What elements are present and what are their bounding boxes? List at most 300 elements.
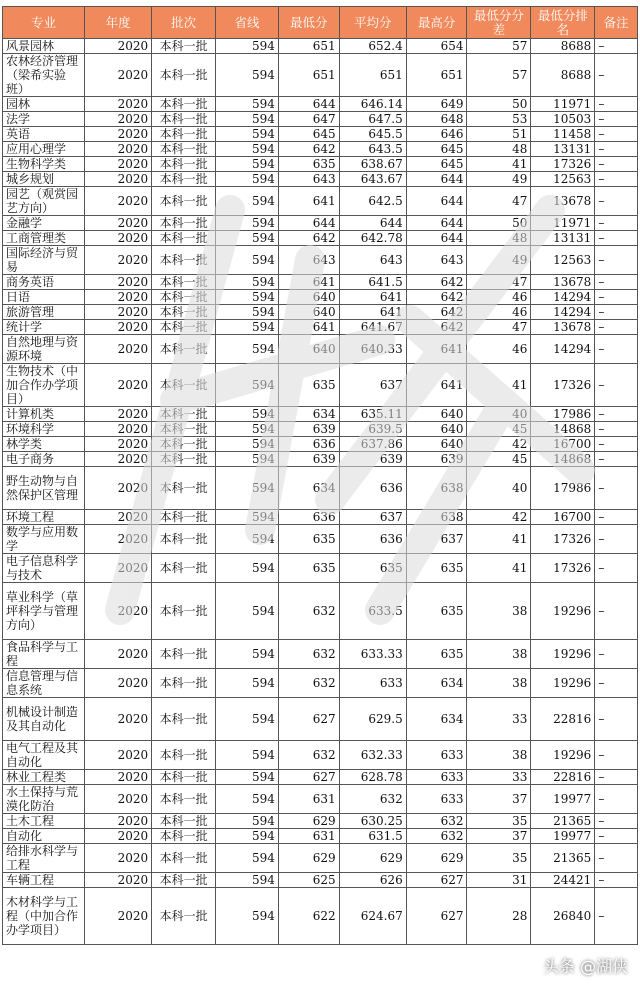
table-cell: 17986 (531, 407, 595, 422)
table-cell: 642 (406, 320, 467, 335)
major-name-cell: 环境工程 (3, 510, 85, 525)
table-cell: 594 (216, 275, 279, 290)
table-cell: 22816 (531, 770, 595, 785)
table-cell: 2020 (85, 216, 152, 231)
table-cell: 本科一批 (152, 467, 216, 510)
table-cell: 37 (467, 785, 531, 814)
table-cell: – (595, 873, 638, 888)
table-row (3, 640, 638, 669)
table-cell: 594 (216, 112, 279, 127)
table-cell: 638 (406, 467, 467, 510)
table-cell: 13678 (531, 275, 595, 290)
table-cell: 28 (467, 888, 531, 945)
major-name-cell: 法学 (3, 112, 85, 127)
table-row (3, 467, 638, 510)
major-name-cell: 水土保持与荒漠化防治 (3, 785, 85, 814)
table-cell: 42 (467, 437, 531, 452)
table-cell: 17326 (531, 364, 595, 407)
table-cell: 641 (339, 290, 406, 305)
table-cell: 本科一批 (152, 814, 216, 829)
table-cell: 21365 (531, 814, 595, 829)
table-cell: 本科一批 (152, 290, 216, 305)
table-cell: 本科一批 (152, 525, 216, 554)
table-cell: 594 (216, 246, 279, 275)
table-cell: – (595, 814, 638, 829)
table-row (3, 888, 638, 945)
table-cell: 本科一批 (152, 112, 216, 127)
table-cell: 594 (216, 54, 279, 97)
table-cell: 630.25 (339, 814, 406, 829)
table-cell: – (595, 510, 638, 525)
table-cell: 2020 (85, 172, 152, 187)
major-name-cell: 林学类 (3, 437, 85, 452)
table-row (3, 97, 638, 112)
table-cell: 625 (278, 873, 339, 888)
table-cell: 2020 (85, 407, 152, 422)
table-cell: 641 (339, 305, 406, 320)
major-name-cell: 自动化 (3, 829, 85, 844)
table-cell: 594 (216, 452, 279, 467)
table-row (3, 335, 638, 364)
table-cell: 644 (406, 187, 467, 216)
table-cell: 49 (467, 172, 531, 187)
table-cell: 652.4 (339, 39, 406, 54)
major-name-cell: 金融学 (3, 216, 85, 231)
table-cell: 636 (339, 525, 406, 554)
table-cell: 594 (216, 142, 279, 157)
table-cell: 2020 (85, 829, 152, 844)
table-cell: 594 (216, 770, 279, 785)
table-cell: 19977 (531, 829, 595, 844)
table-cell: 47 (467, 320, 531, 335)
table-cell: 594 (216, 814, 279, 829)
table-cell: 2020 (85, 364, 152, 407)
table-cell: 2020 (85, 335, 152, 364)
table-cell: 640.33 (339, 335, 406, 364)
table-cell: 632 (406, 829, 467, 844)
table-cell: 642 (278, 142, 339, 157)
table-cell: 622 (278, 888, 339, 945)
table-cell: 594 (216, 364, 279, 407)
table-cell: 19977 (531, 785, 595, 814)
table-cell: 636 (339, 467, 406, 510)
table-cell: 635 (406, 640, 467, 669)
table-row (3, 554, 638, 583)
table-row (3, 231, 638, 246)
table-cell: 本科一批 (152, 335, 216, 364)
table-cell: 631 (278, 785, 339, 814)
table-cell: 635 (406, 554, 467, 583)
table-cell: 637 (406, 525, 467, 554)
table-cell: 2020 (85, 741, 152, 770)
column-header: 最低分分差 (467, 7, 531, 39)
table-cell: 645 (406, 142, 467, 157)
major-name-cell: 信息管理与信息系统 (3, 669, 85, 698)
table-cell: 2020 (85, 814, 152, 829)
major-name-cell: 园林 (3, 97, 85, 112)
table-cell: 629 (406, 844, 467, 873)
table-cell: 40 (467, 467, 531, 510)
table-cell: – (595, 698, 638, 741)
table-cell: 46 (467, 305, 531, 320)
table-cell: 14294 (531, 290, 595, 305)
table-cell: – (595, 172, 638, 187)
table-row (3, 364, 638, 407)
table-cell: 10503 (531, 112, 595, 127)
table-cell: 本科一批 (152, 407, 216, 422)
table-cell: 644 (406, 231, 467, 246)
table-cell: 2020 (85, 275, 152, 290)
table-cell: 594 (216, 554, 279, 583)
table-cell: 634 (406, 669, 467, 698)
table-cell: 22816 (531, 698, 595, 741)
table-row (3, 127, 638, 142)
table-cell: 637 (339, 364, 406, 407)
table-cell: 13678 (531, 320, 595, 335)
major-name-cell: 草业科学（草坪科学与管理方向） (3, 583, 85, 640)
table-cell: 629 (339, 844, 406, 873)
table-cell: 640 (406, 422, 467, 437)
table-cell: – (595, 437, 638, 452)
table-cell: 651 (278, 54, 339, 97)
table-cell: 12563 (531, 172, 595, 187)
table-row (3, 698, 638, 741)
table-cell: 594 (216, 187, 279, 216)
table-cell: 651 (406, 54, 467, 97)
table-cell: – (595, 275, 638, 290)
table-cell: 635 (278, 364, 339, 407)
table-cell: 2020 (85, 142, 152, 157)
table-cell: 2020 (85, 669, 152, 698)
table-cell: 13678 (531, 187, 595, 216)
table-cell: – (595, 741, 638, 770)
table-cell: 640 (278, 290, 339, 305)
table-cell: 647 (278, 112, 339, 127)
table-cell: 51 (467, 127, 531, 142)
table-cell: 17986 (531, 467, 595, 510)
column-header: 最低分 (278, 7, 339, 39)
table-row (3, 741, 638, 770)
table-cell: 14294 (531, 335, 595, 364)
table-cell: 633.5 (339, 583, 406, 640)
table-cell: 19296 (531, 669, 595, 698)
table-cell: 640 (278, 305, 339, 320)
table-cell: – (595, 54, 638, 97)
table-cell: 本科一批 (152, 510, 216, 525)
table-cell: 2020 (85, 452, 152, 467)
table-row (3, 112, 638, 127)
table-cell: 2020 (85, 583, 152, 640)
table-cell: 627 (278, 770, 339, 785)
table-cell: 639 (278, 422, 339, 437)
table-cell: – (595, 216, 638, 231)
table-cell: 632 (278, 741, 339, 770)
table-cell: – (595, 888, 638, 945)
table-cell: 629.5 (339, 698, 406, 741)
table-cell: 38 (467, 669, 531, 698)
table-cell: 627 (278, 698, 339, 741)
table-cell: 632 (339, 785, 406, 814)
table-cell: 本科一批 (152, 583, 216, 640)
table-cell: 本科一批 (152, 888, 216, 945)
column-header: 最高分 (406, 7, 467, 39)
table-cell: 651 (339, 54, 406, 97)
table-cell: 本科一批 (152, 785, 216, 814)
table-cell: 632 (278, 583, 339, 640)
table-cell: – (595, 785, 638, 814)
table-cell: 594 (216, 231, 279, 246)
table-cell: 46 (467, 290, 531, 305)
table-cell: 本科一批 (152, 127, 216, 142)
table-cell: 2020 (85, 770, 152, 785)
table-cell: – (595, 525, 638, 554)
table-cell: 26840 (531, 888, 595, 945)
table-cell: 639 (278, 452, 339, 467)
table-cell: 634 (278, 407, 339, 422)
table-cell: 651 (278, 39, 339, 54)
table-cell: 640 (406, 437, 467, 452)
table-cell: 594 (216, 437, 279, 452)
table-cell: 633 (406, 741, 467, 770)
table-cell: 本科一批 (152, 437, 216, 452)
table-cell: 632 (406, 814, 467, 829)
table-cell: – (595, 364, 638, 407)
table-cell: 594 (216, 216, 279, 231)
table-cell: 17326 (531, 554, 595, 583)
table-cell: 本科一批 (152, 305, 216, 320)
column-header: 批次 (152, 7, 216, 39)
table-cell: – (595, 770, 638, 785)
major-name-cell: 土木工程 (3, 814, 85, 829)
table-cell: 53 (467, 112, 531, 127)
major-name-cell: 电子商务 (3, 452, 85, 467)
table-cell: 631 (278, 829, 339, 844)
major-name-cell: 园艺（观赏园艺方向） (3, 187, 85, 216)
table-cell: 2020 (85, 39, 152, 54)
table-cell: 本科一批 (152, 873, 216, 888)
table-cell: 634 (406, 698, 467, 741)
table-cell: 627 (406, 873, 467, 888)
table-cell: 644 (278, 216, 339, 231)
table-cell: – (595, 142, 638, 157)
table-cell: 本科一批 (152, 320, 216, 335)
table-cell: 2020 (85, 54, 152, 97)
column-header: 年度 (85, 7, 152, 39)
table-cell: 647.5 (339, 112, 406, 127)
table-cell: 637 (339, 510, 406, 525)
table-cell: 643 (406, 246, 467, 275)
table-cell: 626 (339, 873, 406, 888)
table-cell: 594 (216, 97, 279, 112)
table-cell: 本科一批 (152, 364, 216, 407)
table-cell: 本科一批 (152, 275, 216, 290)
table-cell: 2020 (85, 231, 152, 246)
table-cell: 639 (406, 452, 467, 467)
table-cell: 本科一批 (152, 422, 216, 437)
table-cell: 本科一批 (152, 246, 216, 275)
table-cell: 633.33 (339, 640, 406, 669)
major-name-cell: 旅游管理 (3, 305, 85, 320)
table-cell: 2020 (85, 785, 152, 814)
major-name-cell: 商务英语 (3, 275, 85, 290)
table-cell: – (595, 246, 638, 275)
major-name-cell: 机械设计制造及其自动化 (3, 698, 85, 741)
table-cell: 41 (467, 364, 531, 407)
table-cell: – (595, 157, 638, 172)
table-cell: 48 (467, 142, 531, 157)
table-cell: 2020 (85, 873, 152, 888)
table-cell: 635 (278, 525, 339, 554)
table-cell: 643.5 (339, 142, 406, 157)
column-header: 最低分排名 (531, 7, 595, 39)
table-cell: 635 (278, 554, 339, 583)
table-cell: 594 (216, 873, 279, 888)
table-cell: 2020 (85, 510, 152, 525)
table-cell: 本科一批 (152, 216, 216, 231)
table-cell: 642 (278, 231, 339, 246)
table-cell: 633 (406, 785, 467, 814)
table-cell: 14294 (531, 305, 595, 320)
table-cell: 45 (467, 452, 531, 467)
table-cell: 635 (339, 554, 406, 583)
table-cell: 648 (406, 112, 467, 127)
table-cell: 38 (467, 741, 531, 770)
table-cell: 594 (216, 741, 279, 770)
table-row (3, 583, 638, 640)
table-cell: 47 (467, 187, 531, 216)
table-cell: 14868 (531, 422, 595, 437)
major-name-cell: 国际经济与贸易 (3, 246, 85, 275)
table-cell: 594 (216, 844, 279, 873)
major-name-cell: 统计学 (3, 320, 85, 335)
table-row (3, 275, 638, 290)
table-row (3, 422, 638, 437)
table-cell: 594 (216, 640, 279, 669)
table-cell: 644 (406, 216, 467, 231)
table-row (3, 172, 638, 187)
table-cell: 642 (406, 275, 467, 290)
table-row (3, 216, 638, 231)
table-cell: 594 (216, 583, 279, 640)
table-cell: 642 (406, 305, 467, 320)
table-cell: 57 (467, 39, 531, 54)
table-cell: – (595, 112, 638, 127)
table-row (3, 770, 638, 785)
table-cell: 654 (406, 39, 467, 54)
table-cell: 11971 (531, 216, 595, 231)
major-name-cell: 木材科学与工程（中加合作办学项目） (3, 888, 85, 945)
table-cell: 632 (278, 640, 339, 669)
table-cell: 本科一批 (152, 187, 216, 216)
table-cell: 644 (278, 97, 339, 112)
table-cell: 594 (216, 172, 279, 187)
column-header: 平均分 (339, 7, 406, 39)
table-row (3, 525, 638, 554)
table-cell: 594 (216, 39, 279, 54)
table-cell: 2020 (85, 437, 152, 452)
table-cell: 38 (467, 583, 531, 640)
table-cell: – (595, 305, 638, 320)
table-row (3, 157, 638, 172)
table-cell: 645 (406, 157, 467, 172)
major-name-cell: 应用心理学 (3, 142, 85, 157)
table-cell: – (595, 97, 638, 112)
table-cell: – (595, 554, 638, 583)
table-cell: 本科一批 (152, 97, 216, 112)
column-header: 省线 (216, 7, 279, 39)
table-cell: 637.86 (339, 437, 406, 452)
table-cell: 2020 (85, 640, 152, 669)
major-name-cell: 农林经济管理（梁希实验班） (3, 54, 85, 97)
major-name-cell: 生物科学类 (3, 157, 85, 172)
table-cell: 594 (216, 290, 279, 305)
table-cell: – (595, 829, 638, 844)
table-row (3, 437, 638, 452)
table-cell: 2020 (85, 888, 152, 945)
table-cell: 594 (216, 407, 279, 422)
table-cell: – (595, 231, 638, 246)
table-cell: 19296 (531, 640, 595, 669)
column-header: 专业 (3, 7, 85, 39)
table-cell: – (595, 669, 638, 698)
table-row (3, 814, 638, 829)
table-cell: 本科一批 (152, 844, 216, 873)
table-row (3, 873, 638, 888)
table-cell: 641 (278, 187, 339, 216)
column-header: 备注 (595, 7, 638, 39)
table-cell: 本科一批 (152, 452, 216, 467)
table-cell: 634 (278, 467, 339, 510)
table-cell: 本科一批 (152, 640, 216, 669)
table-cell: 41 (467, 157, 531, 172)
table-cell: 40 (467, 407, 531, 422)
major-name-cell: 数学与应用数学 (3, 525, 85, 554)
table-row (3, 452, 638, 467)
table-cell: 33 (467, 698, 531, 741)
table-cell: – (595, 127, 638, 142)
table-cell: 50 (467, 97, 531, 112)
table-cell: – (595, 844, 638, 873)
table-cell: 594 (216, 157, 279, 172)
table-cell: 594 (216, 785, 279, 814)
table-cell: 594 (216, 888, 279, 945)
table-cell: 2020 (85, 246, 152, 275)
table-cell: 641 (278, 320, 339, 335)
major-name-cell: 生物技术（中加合作办学项目） (3, 364, 85, 407)
table-cell: 594 (216, 320, 279, 335)
table-cell: 2020 (85, 97, 152, 112)
table-cell: 641 (278, 275, 339, 290)
major-name-cell: 环境科学 (3, 422, 85, 437)
table-cell: 628.78 (339, 770, 406, 785)
table-cell: 627 (406, 888, 467, 945)
table-cell: 594 (216, 305, 279, 320)
major-name-cell: 日语 (3, 290, 85, 305)
table-cell: 12563 (531, 246, 595, 275)
table-cell: 41 (467, 554, 531, 583)
table-cell: 2020 (85, 422, 152, 437)
table-cell: 2020 (85, 290, 152, 305)
table-cell: 645 (278, 127, 339, 142)
major-name-cell: 计算机类 (3, 407, 85, 422)
table-row (3, 142, 638, 157)
table-cell: 48 (467, 231, 531, 246)
major-name-cell: 林业工程类 (3, 770, 85, 785)
table-cell: 594 (216, 525, 279, 554)
table-cell: 13131 (531, 231, 595, 246)
table-cell: 643 (278, 246, 339, 275)
table-cell: 635 (406, 583, 467, 640)
